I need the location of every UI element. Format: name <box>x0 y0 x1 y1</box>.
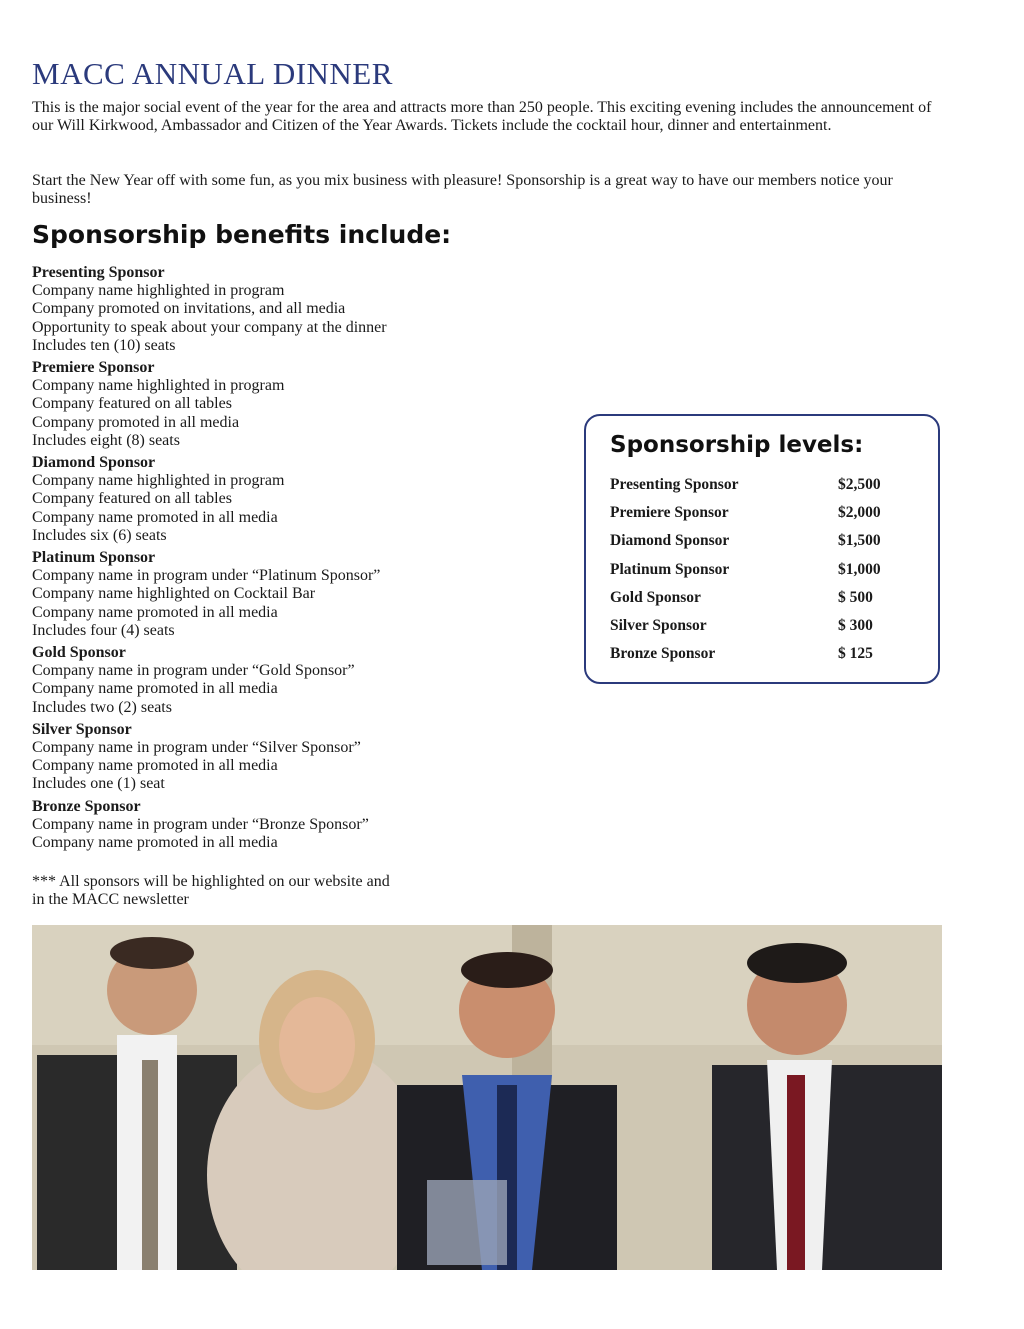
tier-benefit: Company name in program under “Silver Sponsor” <box>32 739 361 757</box>
sponsor-tier <box>32 798 552 853</box>
level-price: $ 500 <box>838 588 873 606</box>
tier-benefit: Company featured on all tables <box>32 395 232 413</box>
benefits-heading: Sponsorship benefits include: <box>32 220 452 249</box>
tier-benefit: Company name highlighted on Cocktail Bar <box>32 585 316 603</box>
level-price: $1,000 <box>838 560 881 578</box>
sponsor-tier <box>32 264 552 355</box>
tier-benefit: Includes eight (8) seats <box>32 431 180 449</box>
tier-benefit: Company name promoted in all media <box>32 680 278 698</box>
level-name: Bronze Sponsor <box>610 645 716 663</box>
tier-benefit: Includes one (1) seat <box>32 775 165 793</box>
level-row <box>610 532 930 560</box>
tier-benefit: Company promoted on invitations, and all media <box>32 300 346 318</box>
level-row <box>610 589 930 617</box>
level-name: Silver Sponsor <box>610 616 707 634</box>
level-name: Gold Sponsor <box>610 588 701 606</box>
level-row <box>610 645 930 673</box>
levels-heading: Sponsorship levels: <box>610 432 864 458</box>
tier-name: Bronze Sponsor <box>32 797 141 815</box>
intro-paragraph: Start the New Year off with some fun, as you mix business with pleasure! Sponsorship is a great way to have our members notice your business! <box>32 172 893 207</box>
tier-name: Premiere Sponsor <box>32 359 155 377</box>
tier-benefit: Company promoted in all media <box>32 413 240 431</box>
tier-name: Diamond Sponsor <box>32 454 156 472</box>
tier-name: Gold Sponsor <box>32 644 126 662</box>
tier-benefit: Company name highlighted in program <box>32 282 285 300</box>
tier-benefit: Company name promoted in all media <box>32 508 278 526</box>
tier-benefit: Includes two (2) seats <box>32 698 172 716</box>
level-row <box>610 504 930 532</box>
level-name: Platinum Sponsor <box>610 560 730 578</box>
level-name: Premiere Sponsor <box>610 504 729 522</box>
event-photo-illustration <box>32 925 942 1270</box>
tier-benefit: Company name promoted in all media <box>32 603 278 621</box>
tier-benefit: Opportunity to speak about your company at the dinner <box>32 318 387 336</box>
level-name: Diamond Sponsor <box>610 532 730 550</box>
level-price: $2,000 <box>838 504 881 522</box>
tier-benefit: Company name in program under “Platinum Sponsor” <box>32 567 381 585</box>
tier-name: Silver Sponsor <box>32 720 132 738</box>
tier-name: Presenting Sponsor <box>32 264 165 281</box>
sponsor-tier <box>32 549 552 640</box>
tier-benefit: Company name promoted in all media <box>32 834 278 852</box>
tier-benefit: Includes six (6) seats <box>32 526 167 544</box>
sponsor-note: *** All sponsors will be highlighted on our website and in the MACC newsletter <box>32 873 390 909</box>
level-name: Presenting Sponsor <box>610 476 739 493</box>
level-price: $ 125 <box>838 645 873 663</box>
sponsor-tier <box>32 644 552 717</box>
level-price: $1,500 <box>838 532 881 550</box>
levels-list <box>610 476 930 673</box>
sponsor-tier <box>32 721 552 794</box>
level-row <box>610 561 930 589</box>
sponsor-tier <box>32 359 552 450</box>
tier-benefit: Company name in program under “Gold Sponsor” <box>32 662 355 680</box>
tier-name: Platinum Sponsor <box>32 549 156 567</box>
tier-benefit: Company name in program under “Bronze Sponsor” <box>32 815 369 833</box>
tier-benefit: Company name promoted in all media <box>32 757 278 775</box>
event-photo <box>32 925 942 1270</box>
level-price: $ 300 <box>838 616 873 634</box>
tier-benefit: Company name highlighted in program <box>32 472 285 490</box>
tier-benefit: Includes ten (10) seats <box>32 336 176 354</box>
tier-benefit: Company name highlighted in program <box>32 377 285 395</box>
intro-paragraph: This is the major social event of the year for the area and attracts more than 250 people. This exciting evening includes the announcement of our Will Kirkwood, Ambassador and Citizen of the Year Awards. Tickets include the cocktail hour, dinner and entertainment. <box>32 99 932 134</box>
level-row <box>610 476 930 504</box>
tier-benefit: Company featured on all tables <box>32 490 232 508</box>
page-title: MACC ANNUAL DINNER <box>32 56 393 91</box>
sponsorship-levels-box <box>584 414 940 684</box>
tier-benefit: Includes four (4) seats <box>32 621 175 639</box>
level-price: $2,500 <box>838 476 881 493</box>
level-row <box>610 617 930 645</box>
sponsor-tier <box>32 454 552 545</box>
benefits-list <box>32 264 552 856</box>
